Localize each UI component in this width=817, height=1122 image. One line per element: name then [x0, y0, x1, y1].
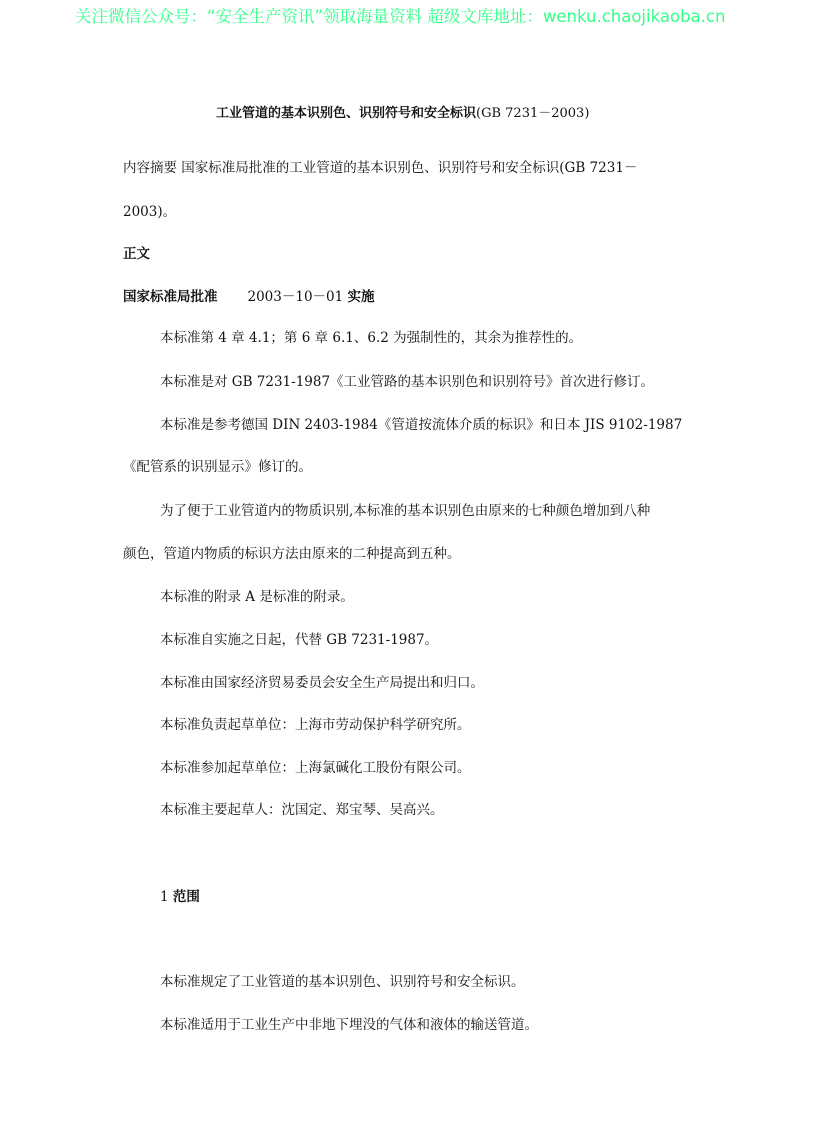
paragraph: 本标准的附录 A 是标准的附录。	[160, 589, 354, 605]
approval-date: 2003－10－01	[247, 289, 344, 305]
body-heading: 正文	[123, 246, 150, 262]
abstract-line: 2003)。	[123, 204, 177, 220]
paragraph: 颜色，管道内物质的标识方法由原来的二种提高到五种。	[123, 546, 461, 562]
paragraph: 本标准第 4 章 4.1；第 6 章 6.1、6.2 为强制性的，其余为推荐性的。	[160, 330, 583, 346]
paragraph: 本标准是参考德国 DIN 2403-1984《管道按流体介质的标识》和日本 JIS 9102-1987	[160, 417, 683, 433]
abstract-line: 内容摘要 国家标准局批准的工业管道的基本识别色、识别符号和安全标识(GB 7231－	[123, 160, 638, 176]
approval-org: 国家标准局批准	[123, 289, 218, 305]
paragraph: 本标准由国家经济贸易委员会安全生产局提出和归口。	[160, 675, 484, 691]
title-text: 工业管道的基本识别色、识别符号和安全标识	[216, 106, 477, 121]
paragraph: 为了便于工业管道内的物质识别,本标准的基本识别色由原来的七种颜色增加到八种	[160, 503, 651, 519]
section-title: 范围	[172, 889, 200, 905]
paragraph: 本标准适用于工业生产中非地下埋没的气体和液体的输送管道。	[160, 1017, 538, 1033]
paragraph: 本标准负责起草单位：上海市劳动保护科学研究所。	[160, 717, 471, 733]
paragraph: 本标准参加起草单位：上海氯碱化工股份有限公司。	[160, 760, 471, 776]
paragraph: 《配管系的识别显示》修订的。	[123, 459, 312, 475]
approval-suffix: 实施	[347, 289, 375, 305]
section-heading	[160, 888, 200, 906]
watermark-banner: 关注微信公众号：“安全生产资讯”领取海量资料 超级文库地址：wenku.chaojikaoba.cn	[75, 7, 726, 26]
approval-line	[123, 288, 375, 306]
paragraph: 本标准规定了工业管道的基本识别色、识别符号和安全标识。	[160, 974, 525, 990]
paragraph: 本标准主要起草人：沈国定、郑宝琴、吴高兴。	[160, 802, 444, 818]
paragraph: 本标准自实施之日起，代替 GB 7231-1987。	[160, 632, 439, 648]
paragraph: 本标准是对 GB 7231-1987《工业管路的基本识别色和识别符号》首次进行修订。	[160, 374, 655, 390]
title-code: (GB 7231－2003)	[476, 106, 590, 121]
section-number: 1	[160, 889, 169, 905]
document-title	[216, 105, 589, 123]
